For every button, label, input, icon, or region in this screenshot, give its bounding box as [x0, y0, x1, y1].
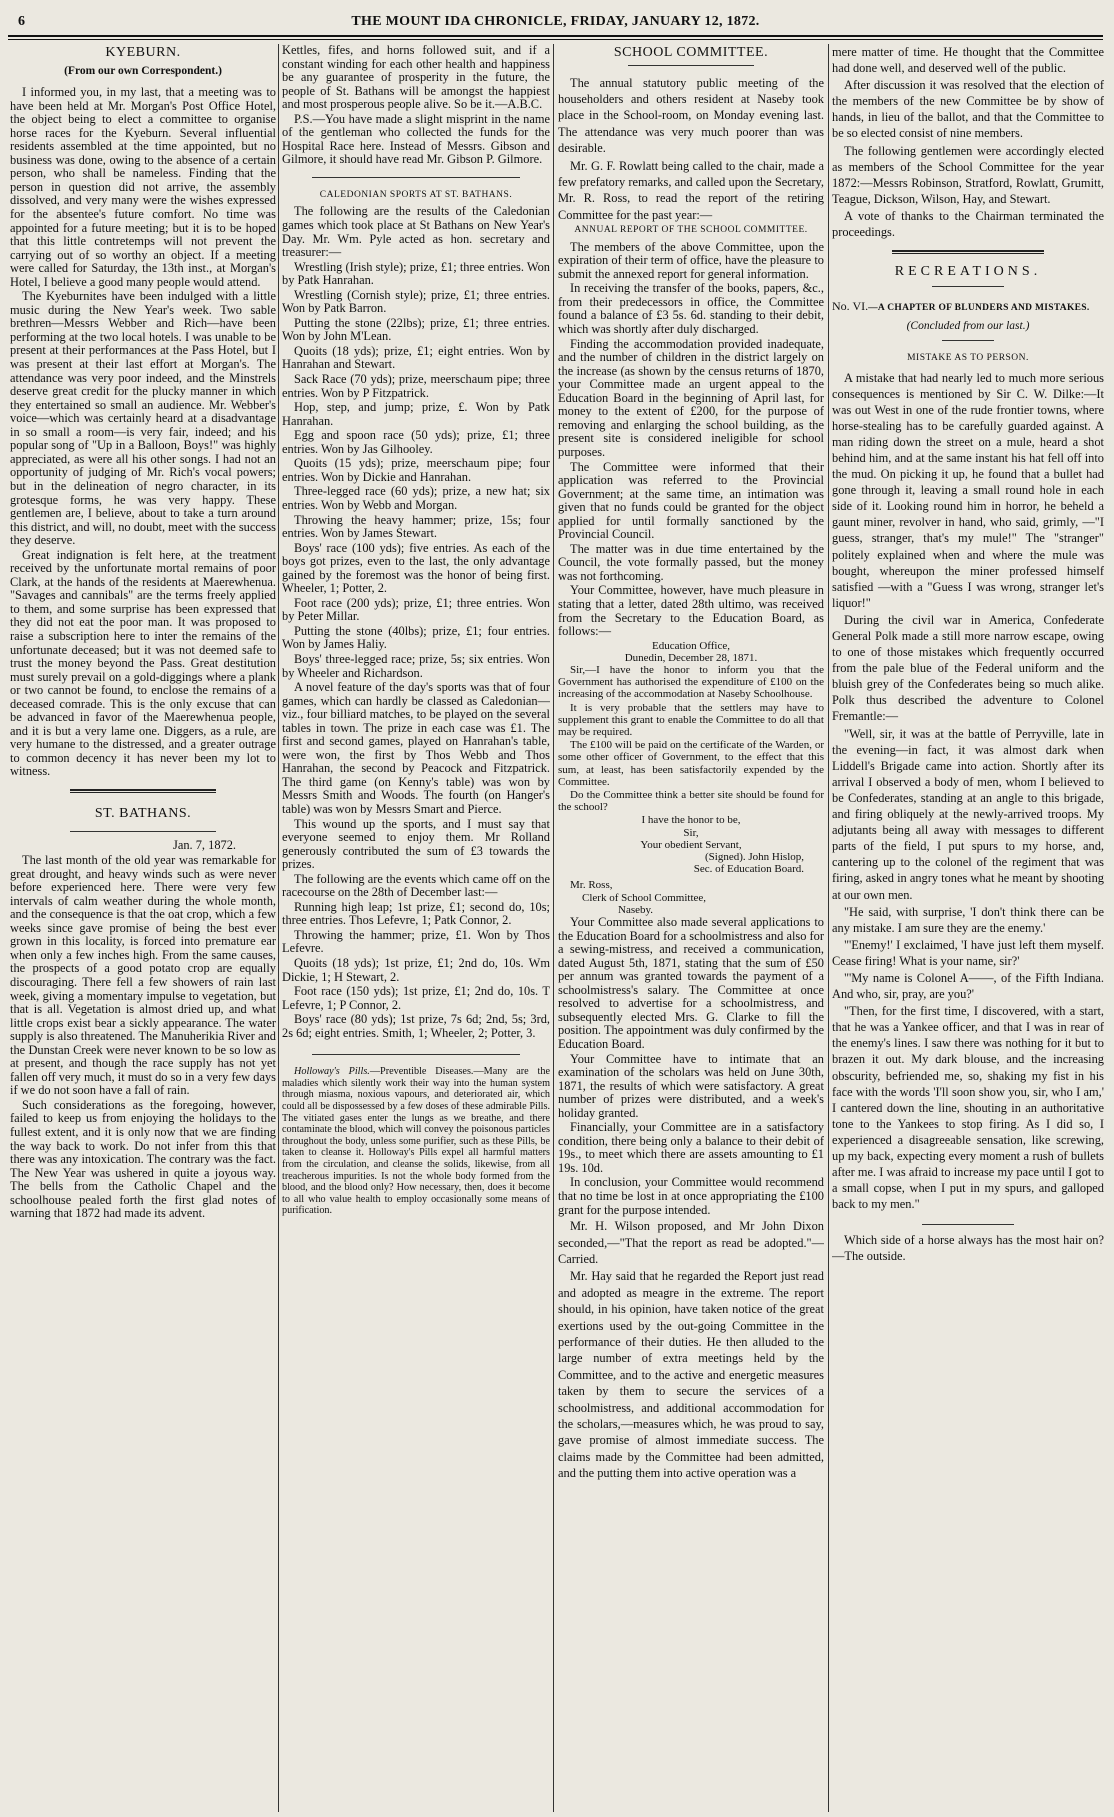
- st-bathans-paragraph: The last month of the old year was remarkable for great drought, and heavy winds such as were never before experienced here. There were very few intervals of calm weather during the whole month, and the consequence is that the oat crop, which a few weeks since gave promise of being the best ever grown in this locality, is forced into premature ear when only a few inches high. From the same causes, the prospects of a good potato crop are equally discouraging. There fell a few showers of rain last week, giving a momentary impulse to vegetation, but that is all. Vegetation is almost dried up, and what little crops exist bear a sickly appearance. The water supply is also threatened. The Manuherikia River and the Dunstan Creek were never known to be so low as at present, and though the race supply has not yet fallen off very much, it must do so in a very few days if we do not soon have a fall of rain.: [10, 853, 276, 1098]
- report-paragraph: Finding the accommodation provided inadequate, and the number of children in the district largely on the increase (as shown by the census returns of 1870, your Committee made an urgent appeal to the Education Board in the beginning of April last, for money to the extent of £200, for the purpose of removing and enlarging the school building, as the present site is considered ineligible for school purposes.: [558, 336, 824, 459]
- letter-signatory-title: Sec. of Education Board.: [693, 863, 804, 876]
- motion-paragraph: Mr. H. Wilson proposed, and Mr John Dixon seconded,—"That the report as read be adopted."—Carried.: [558, 1219, 824, 1266]
- story-paragraph: During the civil war in America, Confederate General Polk made a still more narrow escape, owing to one of those mistakes which frequently occurred from the pale blue of the Federal uniform and the bluish grey of the Confederates being so much alike. Polk thus described the adventure to Colonel Fremantle:—: [832, 612, 1104, 724]
- sports-event: Sack Race (70 yds); prize, meerschaum pipe; three entries. Won by P Fitzpatrick.: [282, 372, 550, 400]
- report-paragraph: Financially, your Committee are in a satisfactory condition, there being only a balance to their debit of 19s., to meet which there are assets amounting to £1 19s. 10d.: [558, 1120, 824, 1175]
- sports-event: Hop, step, and jump; prize, £. Won by Patk Hanrahan.: [282, 400, 550, 428]
- report-paragraph: Your Committee also made several applications to the Education Board for a schoolmistress and also for a sewing-mistress, and received a communication, dated August 5th, 1871, stating that the sum of £50 per annum was granted towards the payment of a schoolmistress's salary. The Committee at once resolved to advertise for a schoolmistress, and subsequently elected Mrs. G. Clarke to fill the position. The appointment was duly confirmed by the Education Board.: [558, 915, 824, 1051]
- sports-event: Putting the stone (22lbs); prize, £1; three entries. Won by John M'Lean.: [282, 315, 550, 344]
- advert-body: —Preventible Diseases.—Many are the maladies which silently work their way into the human system through miasma, noxious vapours, and deteriorated air, which could all be dispossessed by a few doses of these admirable Pills. The vitiated gases enter the lungs as we breathe, and there contaminate the blood, which will convey the poisonous particles throughout the body, unless some purifier, such as these Pills, be taken to cleanse it. Holloway's Pills expel all harmful matters from the circulation, and cleanse the solids, likewise, from all treacherous impurities. Is not the whole body formed from the blood, and the blood only? How necessary, then, does it become to all who value health to employ occasionally some means of purification.: [282, 1066, 550, 1217]
- postscript: P.S.—You have made a slight misprint in the name of the gentleman who collected the funds for the Hospital Race here. Instead of Messrs. Gibson and Gilmore, it should have read Mr. Gibson P. Gilmore.: [282, 111, 550, 167]
- section-divider: [70, 789, 216, 793]
- kyeburn-paragraph: The Kyeburnites have been indulged with a little music during the New Year's week. Two sable brethren—Messrs Webber and Rich—have been performing at the two local hotels. I was unable to be present at their performances at the Pass Hotel, but I was present at their last effort at Morgan's. The attendance was very poor indeed, and the Minstrels deserve great credit for the plucky manner in which they entertained so small an audience. Mr. Webber's voice—which was certainly heard at a disadvantage in so small a room—is very fair, indeed; and his popular song of "Up in a Balloon, Boys!" was highly appreciated, as were all his other songs. I had not an opportunity of judging of Mr. Rich's vocal powers; but in the delineation of negro character, in its grotesque forms, he was very happy. These gentlemen are, I believe, about to take a turn around this district, and will, no doubt, meet with the success they deserve.: [10, 289, 276, 548]
- sports-event: Quoits (18 yds); prize, £1; eight entries. Won by Hanrahan and Stewart.: [282, 343, 550, 372]
- sports-event: Boys' race (100 yds); five entries. As each of the boys got prizes, even to the last, the only advantage gained by the foremost was the honor of being first. Wheeler, 1; Potter, 2.: [282, 540, 550, 596]
- school-heading: SCHOOL COMMITTEE.: [613, 45, 769, 60]
- letter-paragraph: Do the Committee think a better site should be found for the school?: [558, 789, 824, 814]
- column-rule: [278, 44, 279, 1812]
- section-divider: [312, 177, 520, 179]
- race-event: Boys' race (80 yds); 1st prize, 7s 6d; 2nd, 5s; 3rd, 2s 6d; eight entries. Smith, 1; Wheeler, 2; Potter, 3.: [282, 1012, 550, 1040]
- school-paragraph: A vote of thanks to the Chairman terminated the proceedings.: [832, 208, 1104, 240]
- kyeburn-paragraph: I informed you, in my last, that a meeting was to have been held at Mr. Morgan's Post Office Hotel, the object being to elect a committee to organise horse races for the Kyeburn. Several influential residents assembled at the time appointed, but no business was done, owing to the absence of a certain person, who shall be nameless. Finding that the person in question did not arrive, the assembly dissolved, and very many were the wishes expressed for the absentee's future comfort. No time was appointed for a future meeting; but it is to be hoped that this little contretemps will not prevent the carrying out of so worthy an object. If a meeting were called for Saturday, the 13th inst., at Morgan's Hotel, I believe a good many people would attend.: [10, 85, 276, 289]
- sports-event: Three-legged race (60 yds); prize, a new hat; six entries. Won by Webb and Morgan.: [282, 484, 550, 512]
- letter-office: Education Office,: [652, 639, 730, 652]
- advert-lead: Holloway's Pills.: [294, 1066, 370, 1078]
- racecourse-intro: The following are the events which came off on the racecourse on the 28th of December last:—: [282, 871, 550, 900]
- report-paragraph: The members of the above Committee, upon the expiration of their term of office, have the pleasure to submit the annexed report for general information.: [558, 239, 824, 281]
- recreations-heading: RECREATIONS.: [894, 264, 1042, 280]
- st-bathans-paragraph: Such considerations as the foregoing, however, failed to keep us from enjoying the holidays to the fullest extent, and it is only now that we are finding the way back to work. Do not infer from this that there was any intoxication. The contrary was the fact. The New Year was ushered in quite a joyous way. The bells from the Catholic Chapel and the schoolhouse pealed forth the first glad notes of warning that 1872 had made its advent.: [10, 1097, 276, 1221]
- school-paragraph: Mr. G. F. Rowlatt being called to the chair, made a few prefatory remarks, and called upon the Secretary, Mr. R. Ross, to read the report of the retiring Committee for the past year:—: [558, 158, 824, 222]
- school-paragraph: The annual statutory public meeting of the householders and others resident at Naseby took place in the School-room, on Monday evening last. The attendance was very much poorer than was desirable.: [558, 75, 824, 156]
- race-event: Running high leap; 1st prize, £1; second do, 10s; three entries. Thos Lefevre, 1; Patk Connor, 2.: [282, 899, 550, 928]
- section-divider: [932, 286, 1004, 288]
- column-4: [832, 44, 1104, 1814]
- st-bathans-continued: Kettles, fifes, and horns followed suit, and if a constant winding for each other health and happiness be any guarantee of prosperity in the future, the people of St. Bathans will be amongst the happiest and most prosperous people alive. So be it.—A.B.C.: [282, 44, 550, 112]
- section-divider: [628, 65, 754, 67]
- column-3: [558, 44, 824, 1814]
- closing-paragraph: This wound up the sports, and I must say that everyone seemed to enjoy them. Mr Rolland generously contributed the sum of £3 towards the prizes.: [282, 816, 550, 872]
- letter-date: Dunedin, December 28, 1871.: [624, 651, 758, 664]
- column-2: [282, 44, 550, 1814]
- sports-heading: CALEDONIAN SPORTS AT ST. BATHANS.: [319, 189, 513, 200]
- letter-close: Sir,: [683, 826, 699, 839]
- st-bathans-date: Jan. 7, 1872.: [173, 837, 236, 852]
- column-1: [10, 44, 276, 1814]
- sports-event: Wrestling (Irish style); prize, £1; three entries. Won by Patk Hanrahan.: [282, 259, 550, 288]
- billiards-paragraph: A novel feature of the day's sports was that of four games, which can hardly be classed as Caledonian—viz., four billiard matches, to be played on the several tables in town. The prize in each case was £1. The first and second games, played on Hanrahan's table, were won, the first by Thos Webb and Thos Hanrahan, the second by Peacock and Fitzpatrick. The third game (on Kenny's table) was won by Messrs Smith and Woods. The fourth (on Hanger's table) was won by Messrs Smart and Pierce.: [282, 680, 550, 816]
- race-event: Throwing the hammer; prize, £1. Won by Thos Lefevre.: [282, 927, 550, 956]
- concluded-note: (Concluded from our last.): [906, 320, 1030, 333]
- report-paragraph: Your Committee, however, have much pleasure in stating that a letter, dated 28th ultimo, was received from the Secretary to the Education Board, as follows:—: [558, 583, 824, 639]
- letter-paragraph: The £100 will be paid on the certificate of the Warden, or some other officer of Government, to the effect that this sum, at least, has been satisfactorily expended by the Committee.: [558, 739, 824, 788]
- chapter-title: [832, 298, 1104, 316]
- chapter-number: No. VI.: [832, 299, 869, 314]
- newspaper-title: THE MOUNT IDA CHRONICLE, FRIDAY, JANUARY 12, 1872.: [351, 14, 760, 29]
- story-paragraph: "'My name is Colonel A——, of the Fifth Indiana. And who, sir, pray, are you?': [832, 970, 1104, 1002]
- story-paragraph: "Then, for the first time, I discovered, with a start, that he was a Yankee officer, and that I was in rear of the enemy's lines. I saw there was nothing for it but to brazen it out. My dark blouse, and the increasing obscurity, befriended me, so, shaking my fist in his face with the words 'I'll soon show you, sir, who I am,' I cantered down the line, shouting in an authoritative tone to the Yankees to stop firing. As I did so, I experienced a disagreeable sensation, like screwing, up my back, expecting every moment a rush of bullets after me. I was afraid to increase my pace until I got to a small copse, when I put in my spurs, and galloped back to my men.": [832, 1004, 1104, 1212]
- school-paragraph: After discussion it was resolved that the election of the members of the new Committee be by show of hands, in lieu of the ballot, and that the Committee to be so elected consist of nine members.: [832, 78, 1104, 141]
- sports-event: Quoits (15 yds); prize, meerschaum pipe; four entries. Won by Dickie and Hanrahan.: [282, 456, 550, 484]
- section-divider: [892, 250, 1044, 254]
- race-event: Quoits (18 yds); 1st prize, £1; 2nd do, 10s. Wm Dickie, 1; H Stewart, 2.: [282, 956, 550, 984]
- report-paragraph: The matter was in due time entertained by the Council, the vote formally passed, but the money was not forthcoming.: [558, 541, 824, 583]
- sports-intro: The following are the results of the Caledonian games which took place at St Bathans on New Year's Day. Mr. Wm. Pyle acted as hon. secretary and treasurer:—: [282, 204, 550, 260]
- race-event: Foot race (150 yds); 1st prize, £1; 2nd do, 10s. T Lefevre, 1; P Connor, 2.: [282, 984, 550, 1012]
- section-divider: [942, 340, 994, 342]
- sports-event: Boys' three-legged race; prize, 5s; six entries. Won by Wheeler and Richardson.: [282, 651, 550, 680]
- school-paragraph: The following gentlemen were accordingly elected as members of the School Committee for the year 1872:—Messrs Robinson, Stratford, Rowlatt, Grumitt, Teague, Dickson, Wilson, Hay, and Stewart.: [832, 143, 1104, 206]
- report-paragraph: The Committee were informed that their application was referred to the Provincial Government; at the same time, an intimation was given that no funds could be granted for the object applied for until formally sanctioned by the Provincial Council.: [558, 459, 824, 542]
- letter-paragraph: It is very probable that the settlers may have to supplement this grant to enable the Committee to do all that may be required.: [558, 701, 824, 739]
- story-paragraph: A mistake that had nearly led to much more serious consequences is mentioned by Sir C. W. Dilke:—It was out West in one of the rude frontier towns, where horse-stealing has to be carefully guarded against. A man riding down the street on a mule, heard a shot behind him, and at the same instant his hat fell off into the mud. On picking it up, he found that a bullet had gone through it, leaving a small round hole in each side of it. Looking round him in horror, he beheld a gaunt miner, revolver in hand, who said, grimly, —"I guess, stranger, that's my mule!" The "stranger" politely explained when and where the mule was bought, whereupon the miner professed himself satisfied —with a "Guess I was wrong, stranger let's liquor!": [832, 370, 1104, 610]
- letter-signature: (Signed). John Hislop,: [705, 851, 804, 864]
- report-paragraph: In receiving the transfer of the books, papers, &c., from their predecessors in office, the Committee found a balance of £3 5s. 6d. standing to their debit, which was shortly after duly discharged.: [558, 281, 824, 337]
- st-bathans-heading: ST. BATHANS.: [94, 805, 192, 821]
- sports-event: Egg and spoon race (50 yds); prize, £1; three entries. Won by Jas Gilhooley.: [282, 428, 550, 456]
- letter-close: I have the honor to be,: [641, 814, 741, 827]
- riddle: Which side of a horse always has the most hair on?—The outside.: [832, 1233, 1104, 1264]
- chapter-caption: —A CHAPTER OF BLUNDERS AND MISTAKES.: [868, 303, 1090, 314]
- sports-event: Putting the stone (40lbs); prize, £1; four entries. Won by James Haliy.: [282, 623, 550, 652]
- kyeburn-heading: KYEBURN.: [105, 45, 181, 60]
- kyeburn-paragraph: Great indignation is felt here, at the treatment received by the unfortunate mortal remains of poor Clark, at the hands of the residents at Maerewhenua. "Savages and cannibals" are the terms freely applied to them, and some surprise has been expressed that they did not eat the poor man. It was proposed to raise a subscription here to inter the remains of the unfortunate deceased; but it was not deemed safe to trust the money beyond the Pass. Great destitution must surely prevail on a gold-diggings where a plank or two cannot be found, to enclose the remains of a deceased comrade. This is the only excuse that can be advanced in favor of the Maerewhenua people, and it is but a very lame one. Diggers, as a rule, are very humane to the distressed, and a greater outrage to common decency it has never been my lot to witness.: [10, 547, 276, 779]
- report-paragraph: In conclusion, your Committee would recommend that no time be lost in at once appropriating the £100 grant for the purpose intended.: [558, 1175, 824, 1217]
- sports-event: Foot race (200 yds); prize, £1; three entries. Won by Peter Millar.: [282, 595, 550, 624]
- sports-event: Throwing the heavy hammer; prize, 15s; four entries. Won by James Stewart.: [282, 512, 550, 541]
- letter-addressee: Mr. Ross,: [570, 879, 613, 892]
- education-letter: [558, 640, 824, 916]
- story-paragraph: "Well, sir, it was at the battle of Perryville, late in the evening—in fact, it was almost dark when Liddell's Brigade came into action. Shortly after its arrival I observed a body of men, whom I believed to be Confederates, standing at an angle to this brigade, and firing obliquely at the newly-arrived troops. My adjutants being all away with messages to different parts of the field, I put spurs to my horse, and, cantering up to the colonel of the regiment that was firing, asked in angry tones what he meant by shooting at our own men.: [832, 726, 1104, 902]
- letter-addressee: Clerk of School Committee,: [582, 891, 707, 904]
- story-paragraph: "'Enemy!' I exclaimed, 'I have just left them myself. Cease firing! What is your name, sir?': [832, 937, 1104, 968]
- holloway-advert: [282, 1066, 550, 1217]
- letter-close: Your obedient Servant,: [640, 838, 742, 851]
- mistake-heading: MISTAKE AS TO PERSON.: [907, 353, 1029, 364]
- letter-paragraph: Sir,—I have the honor to inform you that the Government has authorised the expenditure of £100 on the increasing of the accommodation at Naseby Schoolhouse.: [558, 664, 824, 701]
- masthead: [8, 8, 1103, 34]
- masthead-rule: [8, 35, 1103, 40]
- section-divider: [922, 1224, 1014, 1226]
- story-paragraph: "He said, with surprise, 'I don't think there can be any mistake. I am sure they are the enemy.': [832, 904, 1104, 935]
- discussion-paragraph: Mr. Hay said that he regarded the Report just read and adopted as meagre in the extreme. The report should, in his opinion, have taken notice of the great exertions used by the out-going Committee in the performance of their duties. He then alluded to the large number of extra meetings held by the Committee, and to the active and energetic measures taken by them to secure the services of a schoolmistress, and additional accommodation for the scholars,—measures which, he was proud to say, gave promise of almost immediate success. The claims made by the Committee had been admitted, and the putting them into active operation was a: [558, 1269, 824, 1481]
- letter-addressee: Naseby.: [618, 903, 654, 916]
- section-divider: [312, 1054, 520, 1056]
- column-rule: [828, 44, 829, 1812]
- column-rule: [553, 44, 554, 1812]
- page-number: 6: [18, 14, 26, 29]
- section-divider: [70, 831, 216, 833]
- kyeburn-byline: (From our own Correspondent.): [64, 64, 222, 77]
- report-heading: ANNUAL REPORT OF THE SCHOOL COMMITTEE.: [574, 225, 808, 236]
- sports-event: Wrestling (Cornish style); prize, £1; three entries. Won by Patk Barron.: [282, 287, 550, 316]
- report-paragraph: Your Committee have to intimate that an examination of the scholars was held on June 30th, 1871, the results of which were satisfactory. A great number of prizes were distributed, and a week's holiday granted.: [558, 1051, 824, 1120]
- school-continued: mere matter of time. He thought that the Committee had done well, and deserved well of the public.: [832, 45, 1104, 76]
